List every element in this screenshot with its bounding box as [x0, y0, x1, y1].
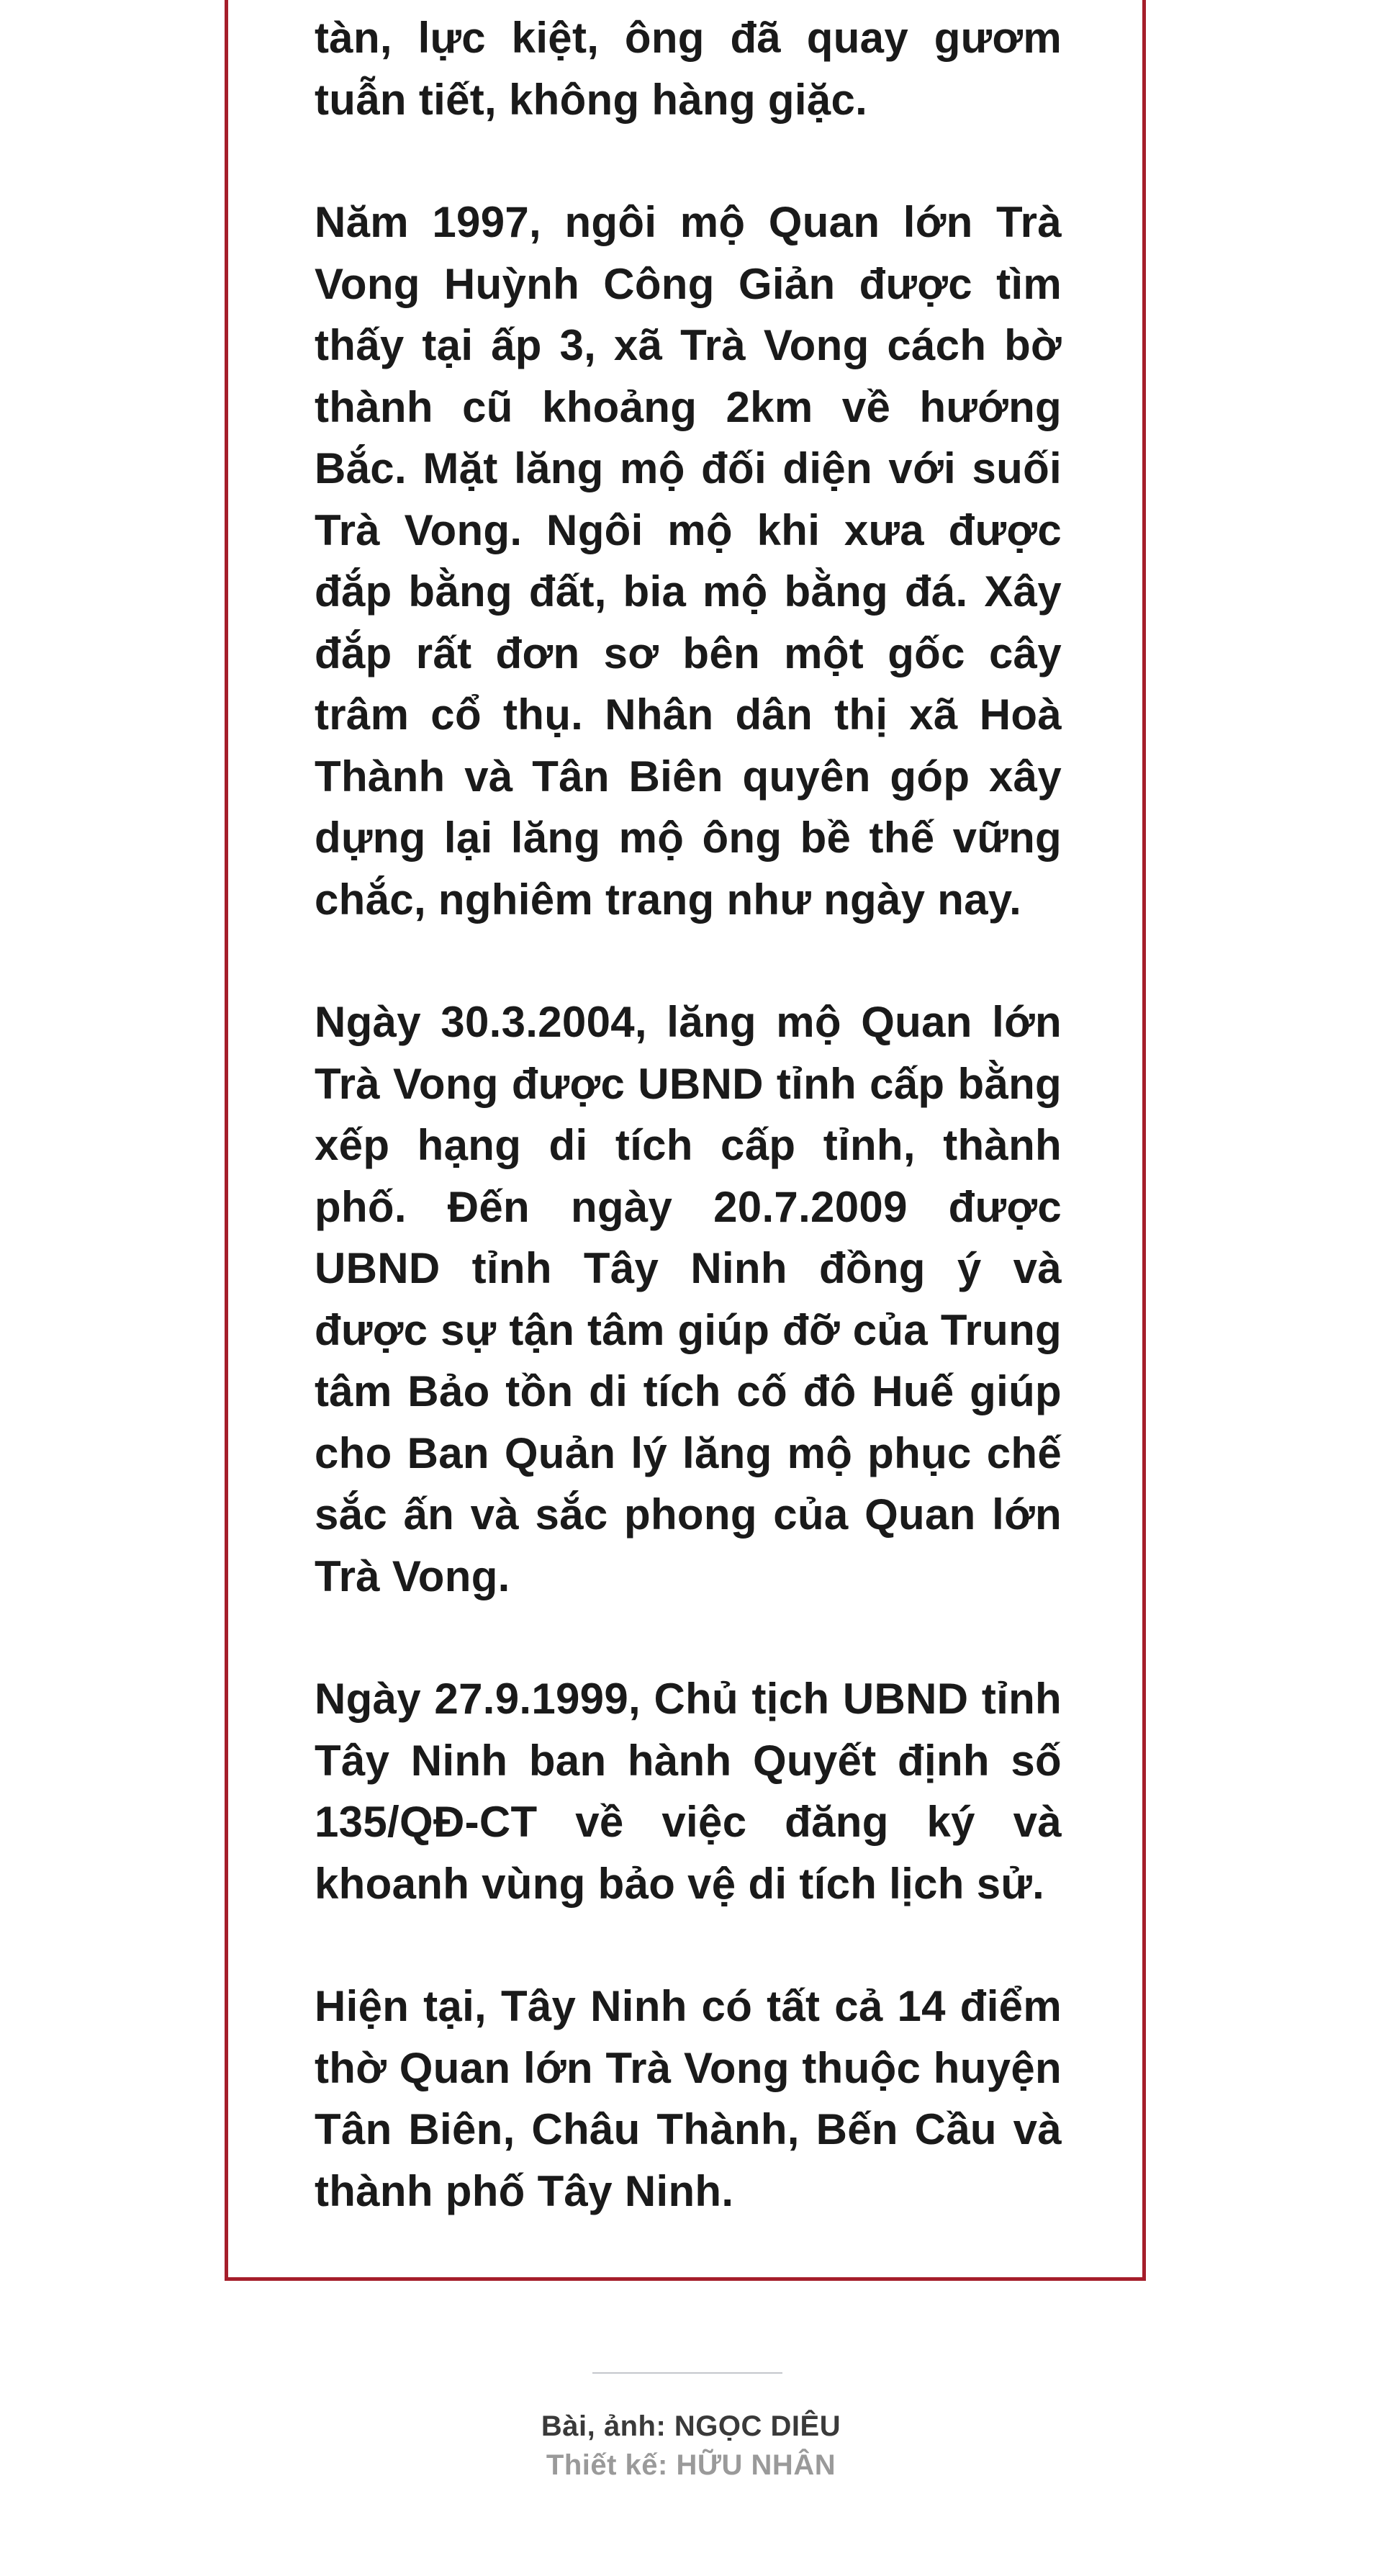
paragraph-tomb-discovery: Năm 1997, ngôi mộ Quan lớn Trà Vong Huỳnh Công Giản được tìm thấy tại ấp 3, xã Trà Vong cách bờ thành cũ khoảng 2km về hướng Bắc. Mặt lăng mộ đối diện với suối Trà Vong. Ngôi mộ khi xưa được đắp bằng đất, bia mộ bằng đá. Xây đắp rất đơn sơ bên một gốc cây trâm cổ thụ. Nhân dân thị xã Hoà Thành và Tân Biên quyên góp xây dựng lại lăng mộ ông bề thế vững chắc, nghiêm trang như ngày nay.: [315, 198, 1062, 924]
paragraph-protection-decision: Ngày 27.9.1999, Chủ tịch UBND tỉnh Tây Ninh ban hành Quyết định số 135/QĐ-CT về việc đăng ký và khoanh vùng bảo vệ di tích lịch sử.: [315, 1675, 1062, 1908]
paragraph-worship-sites: Hiện tại, Tây Ninh có tất cả 14 điểm thờ Quan lớn Trà Vong thuộc huyện Tân Biên, Châu Thành, Bến Cầu và thành phố Tây Ninh.: [315, 1982, 1062, 2215]
credit-author: Bài, ảnh: NGỌC DIÊU: [541, 2410, 841, 2442]
paragraph-heritage-ranking: Ngày 30.3.2004, lăng mộ Quan lớn Trà Vong được UBND tỉnh cấp bằng xếp hạng di tích cấp tỉnh, thành phố. Đến ngày 20.7.2009 được UBND tỉnh Tây Ninh đồng ý và được sự tận tâm giúp đỡ của Trung tâm Bảo tồn di tích cố đô Huế giúp cho Ban Quản lý lăng mộ phục chế sắc ấn và sắc phong của Quan lớn Trà Vong.: [315, 998, 1062, 1600]
credits-divider: [592, 2372, 782, 2374]
credit-design: Thiết kế: HỮU NHÂN: [546, 2449, 836, 2481]
paragraph-closing-story: tàn, lực kiệt, ông đã quay gươm tuẫn tiết, không hàng giặc.: [315, 14, 1062, 124]
article-body: [315, 0, 1062, 2283]
